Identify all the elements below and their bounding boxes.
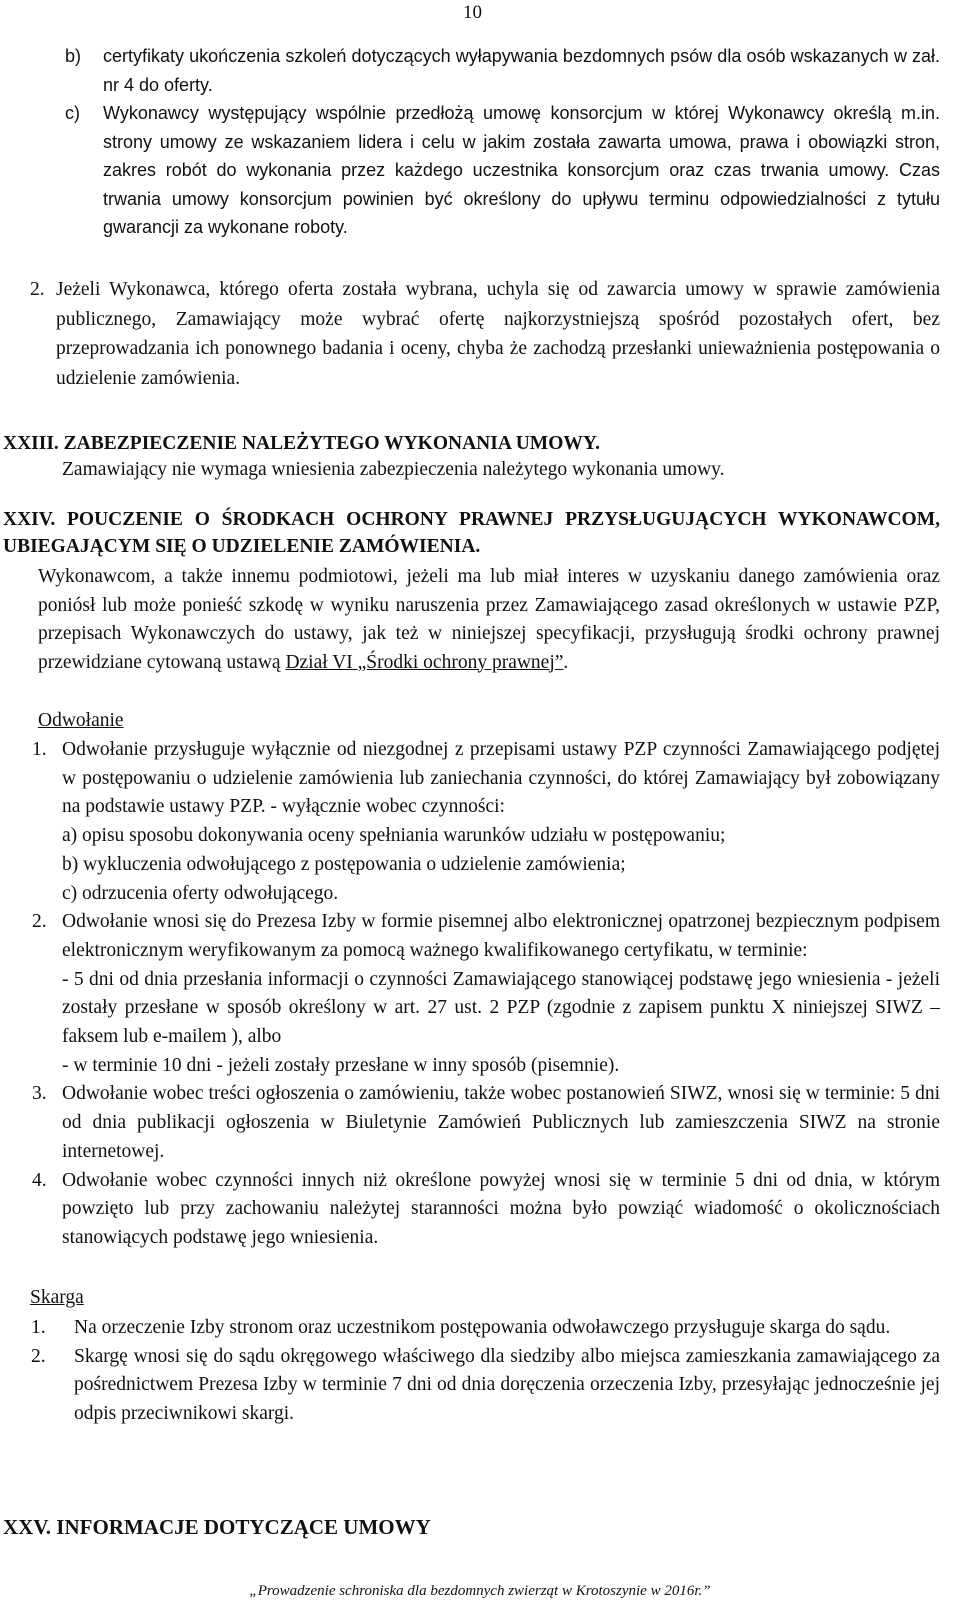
list-item-c: [0, 99, 940, 242]
list-item-b: [0, 42, 940, 99]
page-footer: „Prowadzenie schroniska dla bezdomnych zwierząt w Krotoszynie w 2016r.”: [249, 1583, 711, 1599]
sub-item-c: c) odrzucenia oferty odwołującego.: [62, 882, 339, 904]
list-text: Odwołanie wnosi się do Prezesa Izby w formie pisemnej albo elektronicznej opatrzonej bezpiecznym podpisem elektronicznym weryfikowanym za pomocą ważnego kwalifikowanego certyfikatu, w terminie:: [62, 911, 940, 961]
list-label: 1.: [32, 739, 47, 760]
section-heading-xxiii: XXIII. ZABEZPIECZENIE NALEŻYTEGO WYKONANIA UMOWY.: [3, 433, 601, 454]
list-text: Jeżeli Wykonawca, którego oferta została wybrana, uchyla się od zawarcia umowy w sprawie zamówienia publicznego, Zamawiający może wybrać ofertę najkorzystniejszą spośród pozostałych ofert, bez przeprowadzania ich ponownego badania i oceny, chyba że zachodzą przesłanki unieważnienia postępowania o udzielenie zamówienia.: [56, 279, 940, 389]
odwolanie-item-3: [0, 1080, 940, 1166]
section-heading-xxiv: XXIV. POUCZENIE O ŚRODKACH OCHRONY PRAWNEJ PRZYSŁUGUJĄCYCH WYKONAWCOM, UBIEGAJĄCYM SIĘ O UDZIELENIE ZAMÓWIENIA.: [3, 509, 940, 557]
odwolanie-item-2: [0, 908, 940, 1080]
list-label: b): [65, 46, 82, 66]
odwolanie-item-4: [0, 1167, 940, 1253]
intro-end: .: [563, 651, 569, 673]
skarga-item-1: [0, 1314, 940, 1343]
list-label: 3.: [32, 1083, 47, 1105]
list-text: Odwołanie wobec treści ogłoszenia o zamówieniu, także wobec postanowień SIWZ, wnosi się w terminie: 5 dni od dnia publikacji ogłoszenia w Biuletynie Zamówień Publicznych lub zamieszczenia SIWZ na stronie internetowej.: [62, 1083, 940, 1162]
intro-text: Wykonawcom, a także innemu podmiotowi, jeżeli ma lub miał interes w uzyskaniu danego zamówienia oraz poniósł lub może ponieść szkodę w wyniku naruszenia przez Zamawiającego zasad określonych w ustawie PZP, przepisach Wykonawczych do ustawy, jak też w niniejszej specyfikacji, przysługują środki ochrony prawnej przewidziane cytowaną ustawą: [38, 566, 940, 673]
sub-item-b: b) wykluczenia odwołującego z postępowania o udzielenie zamówienia;: [62, 853, 626, 875]
top-list: [0, 42, 940, 242]
list-label: 4.: [32, 1169, 47, 1191]
odwolanie-item-1: [0, 736, 940, 908]
list-text: Wykonawcy występujący wspólnie przedłożą umowę konsorcjum w której Wykonawcy określą m.in. strony umowy ze wskazaniem lidera i celu w jakim została zawarta umowa, prawa i obowiązki stron, zakres robót do wykonania przez każdego uczestnika konsorcjum oraz czas trwania umowy. Czas trwania umowy konsorcjum powinien być określony do upływu terminu odpowiedzialności z tytułu gwarancji za wykonane roboty.: [103, 103, 940, 237]
list-label: c): [65, 103, 80, 123]
list-text: Odwołanie wobec czynności innych niż określone powyżej wnosi się w terminie 5 dni od dnia, w którym powzięto lub przy zachowaniu należytej staranności można było powziąć wiadomość o okolicznościach stanowiących podstawę jego wniesienia.: [62, 1169, 940, 1248]
section-intro-xxiv: [38, 563, 940, 677]
dash-item-1: - 5 dni od dnia przesłania informacji o czynności Zamawiającego stanowiącej podstawę jego wniesienia - jeżeli zostały przesłane w sposób określony w art. 27 ust. 2 PZP (zgodnie z zapisem punktu X niniejszej SIWZ – faksem lub e-mailem ), albo: [62, 968, 940, 1048]
section-text-xxiii: Zamawiający nie wymaga wniesienia zabezpieczenia należytego wykonania umowy.: [62, 459, 725, 480]
skarga-item-2: [0, 1343, 940, 1429]
page-number: 10: [463, 2, 482, 23]
dash-item-2: - w terminie 10 dni - jeżeli zostały przesłane w inny sposób (pisemnie).: [62, 1054, 620, 1076]
sub-item-a: a) opisu sposobu dokonywania oceny spełniania warunków udziału w postępowaniu;: [62, 825, 726, 847]
section-heading-xxv: XXV. INFORMACJE DOTYCZĄCE UMOWY: [3, 1515, 431, 1539]
list-text: Skargę wnosi się do sądu okręgowego właściwego dla siedziby albo miejsca zamieszkania zamawiającego za pośrednictwem Prezesa Izby w terminie 7 dni od dnia doręczenia orzeczenia Izby, przesyłając jednocześnie jej odpis przeciwnikowi skargi.: [74, 1345, 940, 1425]
list-label: 1.: [31, 1317, 46, 1338]
list-text: Na orzeczenie Izby stronom oraz uczestnikom postępowania odwoławczego przysługuje skarga do sądu.: [74, 1317, 891, 1338]
list-label: 2.: [31, 1345, 46, 1367]
skarga-list: [0, 1314, 940, 1429]
list-label: 2.: [30, 279, 45, 300]
list-text: Odwołanie przysługuje wyłącznie od niezgodnej z przepisami ustawy PZP czynności Zamawiającego podjętej w postępowaniu o udzielenie zamówienia lub zaniechania czynności, do której Zamawiający był zobowiązany na podstawie ustawy PZP. - wyłącznie wobec czynności:: [62, 739, 940, 818]
subheading-odwolanie: Odwołanie: [38, 710, 124, 731]
list-text: certyfikaty ukończenia szkoleń dotyczących wyłapywania bezdomnych psów dla osób wskazanych w zał. nr 4 do oferty.: [103, 46, 940, 95]
odwolanie-list: [0, 736, 940, 1253]
subheading-skarga: Skarga: [30, 1287, 84, 1308]
list-item-2: [0, 275, 940, 393]
list-label: 2.: [32, 911, 47, 933]
law-reference-link[interactable]: Dział VI „Środki ochrony prawnej”: [285, 651, 564, 673]
